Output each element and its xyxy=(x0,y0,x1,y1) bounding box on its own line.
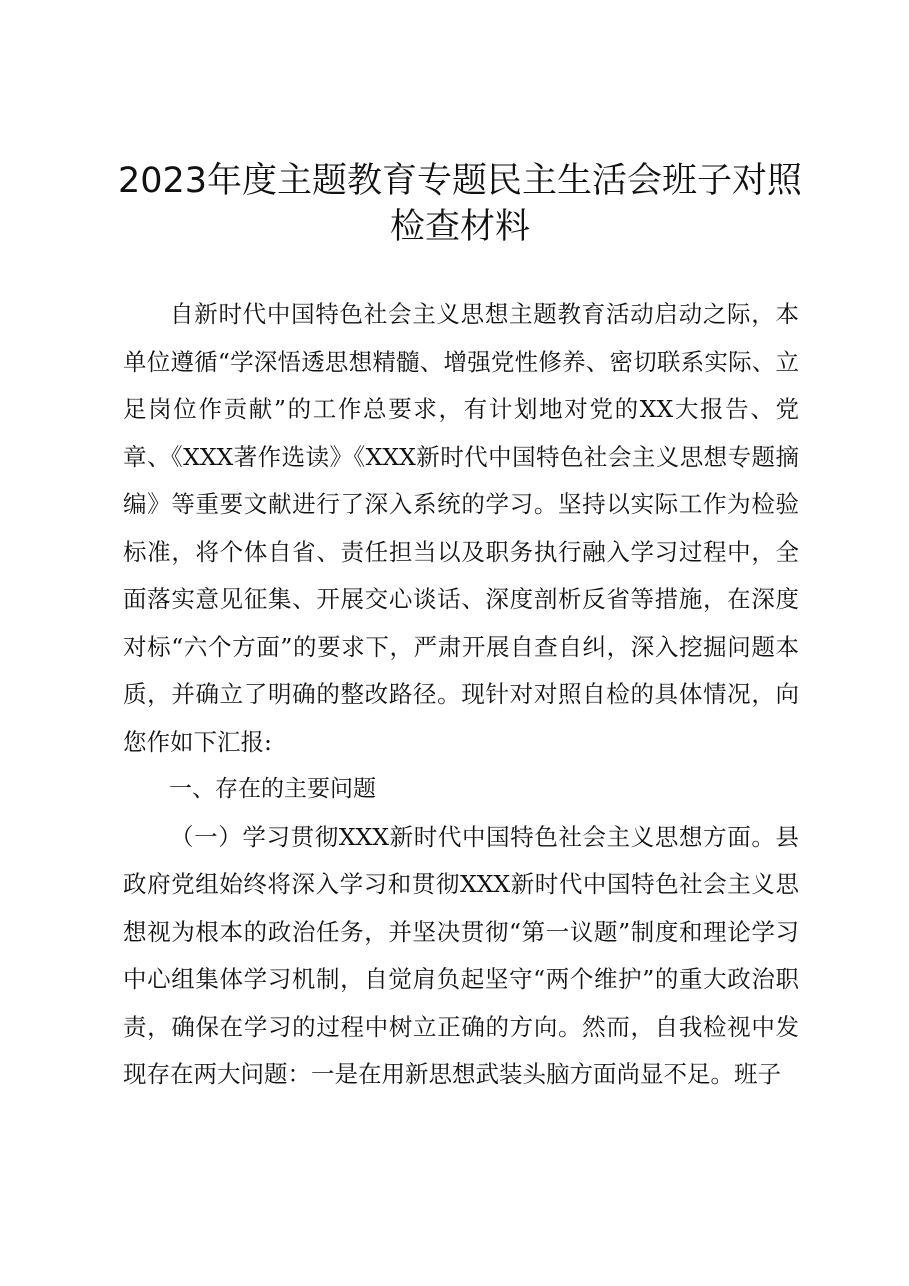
section-paragraph: （一）学习贯彻XXX新时代中国特色社会主义思想方面。县政府党组始终将深入学习和贯彻XXX新时代中国特色社会主义思想视为根本的政治任务，并坚决贯彻“第一议题”制度和理论学习中心组集体学习机制，自觉肩负起坚守“两个维护”的重大政治职责，确保在学习的过程中树立正确的方向。然而，自我检视中发现存在两大问题：一是在用新思想武装头脑方面尚显不足。班子 xyxy=(123,822,799,1088)
intro-paragraph: 自新时代中国特色社会主义思想主题教育活动启动之际，本单位遵循“学深悟透思想精髓、增强党性修养、密切联系实际、立足岗位作贡献”的工作总要求，有计划地对党的XX大报告、党章、《XXX著作选读》《XXX新时代中国特色社会主义思想专题摘编》等重要文献进行了深入系统的学习。坚持以实际工作为检验标准，将个体自省、责任担当以及职务执行融入学习过程中，全面落实意见征集、开展交心谈话、深度剖析反省等措施，在深度对标“六个方面”的要求下，严肃开展自查自纠，深入挖掘问题本质，并确立了明确的整改路径。现针对对照自检的具体情况，向您作如下汇报: xyxy=(123,300,799,756)
document-body xyxy=(123,291,799,1099)
document-title: 2023年度主题教育专题民主生活会班子对照检查材料 xyxy=(117,161,803,247)
section-heading: 一、存在的主要问题 xyxy=(169,776,376,802)
